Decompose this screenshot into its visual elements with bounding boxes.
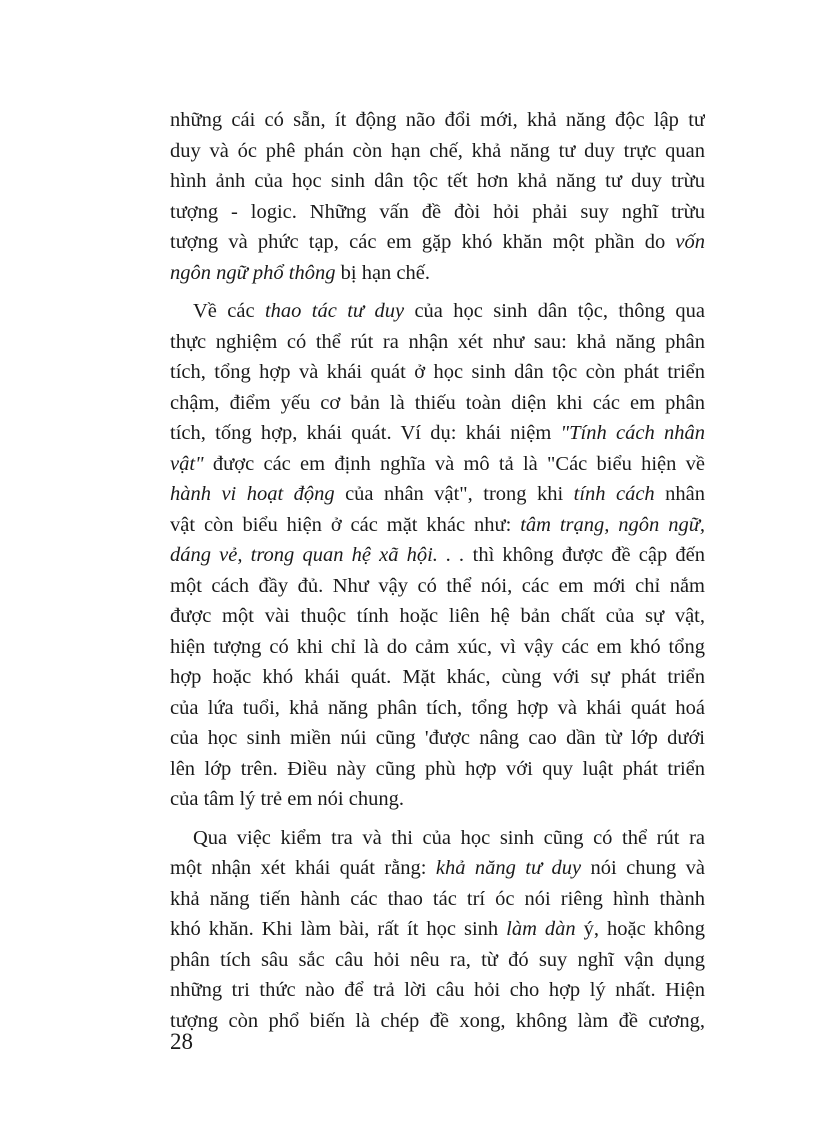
text-run: tượng - logic. Những vấn đề đòi hỏi phải suy nghĩ trừu — [170, 200, 705, 223]
text-line — [170, 754, 705, 785]
text-run: Qua việc kiểm tra và thi của học sinh cũng có thể rút ra — [193, 826, 705, 849]
text-run: được các em định nghĩa và mô tả là "Các biểu hiện về — [203, 452, 705, 475]
text-line — [170, 914, 705, 945]
italic-phrase: dáng vẻ, trong quan hệ xã hội. . . — [170, 544, 465, 566]
text-run: một nhận xét khái quát rằng: — [170, 857, 436, 879]
text-line — [170, 540, 705, 571]
text-run: chậm, điểm yếu cơ bản là thiếu toàn diện khi các em phân — [170, 391, 705, 414]
italic-phrase: tính cách — [573, 483, 655, 505]
text-line — [170, 723, 705, 754]
italic-phrase: "Tính cách nhân — [560, 422, 705, 444]
text-line — [170, 853, 705, 884]
text-line — [170, 105, 705, 136]
paragraph-2 — [170, 296, 705, 815]
text-run: được một vài thuộc tính hoặc liên hệ bản chất của sự vật, — [170, 605, 705, 627]
text-run: của học sinh miền núi cũng 'được nâng cao dần từ lớp dưới — [170, 727, 705, 749]
text-run: khả năng tiến hành các thao tác trí óc nói riêng hình thành — [170, 887, 705, 910]
italic-phrase: hành vi hoạt động — [170, 483, 335, 505]
italic-phrase: làm dàn — [506, 918, 576, 940]
text-line — [170, 601, 705, 632]
text-line — [170, 357, 705, 388]
text-line — [170, 975, 705, 1006]
text-run: bị hạn chế. — [335, 261, 431, 284]
text-run: hợp hoặc khó khái quát. Mặt khác, cùng với sự phát triển — [170, 666, 705, 688]
text-run: tích, tổng hợp và khái quát ở học sinh dân tộc còn phát triển — [170, 361, 705, 383]
text-run: của nhân vật", trong khi — [334, 483, 574, 505]
text-run: hình ảnh của học sinh dân tộc tết hơn khả năng tư duy trừu — [170, 170, 705, 192]
italic-phrase: ngôn ngữ phổ thông — [170, 261, 336, 284]
text-line — [170, 418, 705, 449]
text-run: của tâm lý trẻ em nói chung. — [170, 788, 404, 810]
text-run: của lứa tuổi, khả năng phân tích, tổng hợp và khái quát hoá — [170, 696, 705, 719]
paragraph-3 — [170, 823, 705, 1037]
text-run: vật còn biểu hiện ở các mặt khác như: — [170, 513, 521, 536]
text-run: một cách đầy đủ. Như vậy có thể nói, các em mới chỉ nắm — [170, 574, 705, 597]
text-line — [170, 823, 705, 854]
text-line — [170, 510, 705, 541]
text-line — [170, 388, 705, 419]
italic-phrase: vật" — [170, 452, 204, 475]
text-line — [170, 136, 705, 167]
text-line — [170, 296, 705, 327]
text-run: duy và óc phê phán còn hạn chế, khả năng tư duy trực quan — [170, 139, 705, 162]
text-run: tượng và phức tạp, các em gặp khó khăn một phần do — [170, 231, 676, 253]
text-line — [170, 258, 705, 289]
paragraph-1 — [170, 105, 705, 288]
page-number: 28 — [170, 1029, 193, 1054]
italic-phrase: thao tác tư duy — [264, 300, 405, 322]
text-run: nhân — [654, 483, 705, 505]
italic-phrase: khả năng tư duy — [435, 857, 582, 879]
text-run: hiện tượng có khi chỉ là do cảm xúc, vì vậy các em khó tổng — [170, 635, 705, 658]
text-run: nói chung và — [581, 857, 705, 879]
text-run: ý, hoặc không — [575, 918, 705, 940]
text-run: thì không được đề cập đến — [464, 544, 705, 566]
text-line — [170, 784, 705, 815]
text-run: khó khăn. Khi làm bài, rất ít học sinh — [170, 918, 507, 940]
text-run: thực nghiệm có thể rút ra nhận xét như sau: khả năng phân — [170, 330, 705, 353]
text-line — [170, 479, 705, 510]
text-line — [170, 945, 705, 976]
italic-phrase: tâm trạng, ngôn ngữ, — [520, 513, 705, 536]
text-run: tích, tống hợp, khái quát. Ví dụ: khái niệm — [170, 422, 561, 444]
text-line — [170, 693, 705, 724]
text-line — [170, 1006, 705, 1037]
text-run: tượng còn phổ biến là chép đề xong, không làm đề cương, — [170, 1009, 705, 1032]
text-line — [170, 227, 705, 258]
text-line — [170, 632, 705, 663]
text-run: Về các — [193, 300, 265, 322]
text-run: phân tích sâu sắc câu hỏi nêu ra, từ đó suy nghĩ vận dụng — [170, 948, 705, 971]
page-body — [170, 105, 705, 1036]
text-line — [170, 327, 705, 358]
text-line — [170, 571, 705, 602]
italic-phrase: vốn — [675, 231, 705, 253]
text-run: lên lớp trên. Điều này cũng phù hợp với quy luật phát triển — [170, 757, 705, 780]
text-line — [170, 449, 705, 480]
text-run: những tri thức nào để trả lời câu hỏi cho hợp lý nhất. Hiện — [170, 979, 705, 1001]
text-line — [170, 662, 705, 693]
text-line — [170, 166, 705, 197]
text-run: của học sinh dân tộc, thông qua — [404, 300, 705, 322]
text-run: những cái có sẵn, ít động não đổi mới, khả năng độc lập tư — [170, 109, 705, 131]
text-line — [170, 884, 705, 915]
text-line — [170, 197, 705, 228]
